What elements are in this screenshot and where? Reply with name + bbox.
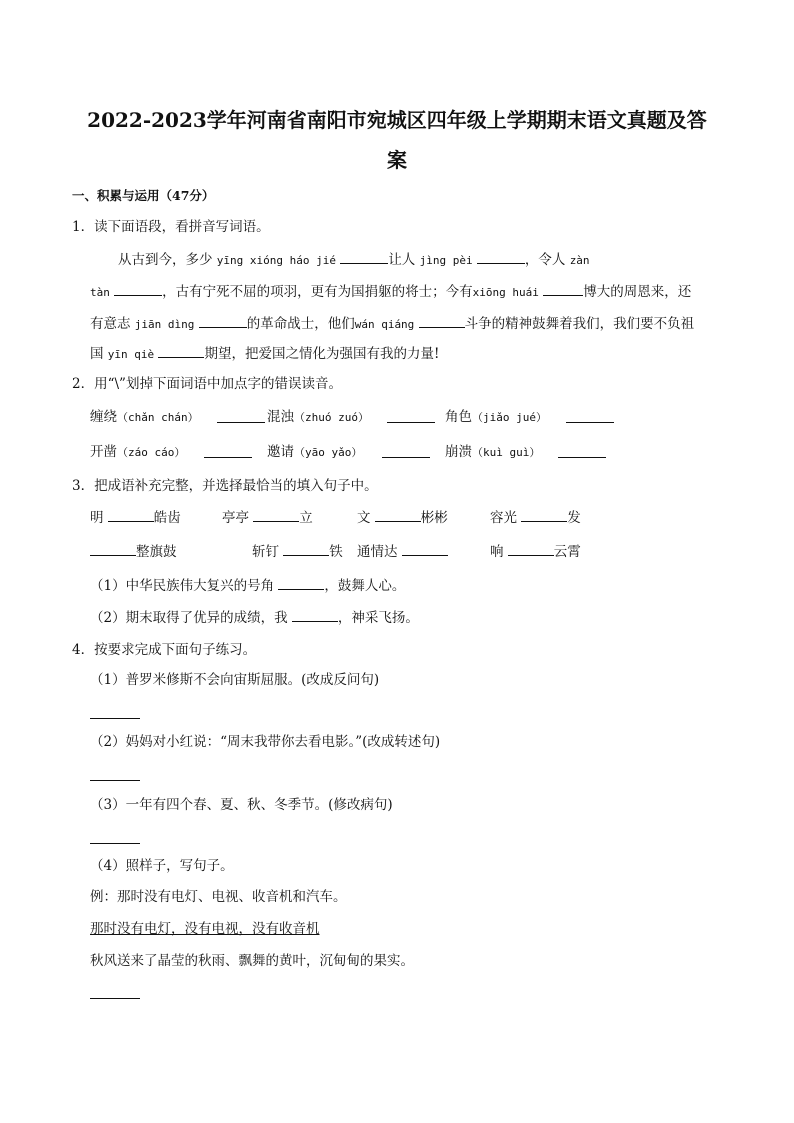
q3-sentence-1 — [90, 576, 405, 596]
q2-pinyin: （yāo yǎo） — [294, 446, 363, 459]
idiom-suffix: 皓齿 — [153, 510, 181, 526]
q1-pinyin: tàn — [90, 286, 110, 299]
q2-word: 开凿 — [90, 444, 117, 460]
q2-word: 角色 — [445, 409, 472, 425]
q1-line3 — [90, 314, 694, 335]
idiom-item — [357, 542, 448, 562]
q2-word: 混浊 — [267, 409, 294, 425]
q1-pinyin: yīn qiè — [107, 348, 155, 361]
idiom-prefix: 文 — [357, 510, 371, 526]
q1-heading: 1．读下面语段，看拼音写词语。 — [72, 219, 270, 235]
answer-line[interactable] — [90, 779, 140, 781]
q4-sub-1: （1）普罗米修斯不会向宙斯屈服。(改成反问句) — [90, 672, 380, 688]
q1-pinyin: wán qiáng — [354, 318, 415, 331]
idiom-item — [222, 508, 313, 528]
q4-sub-4-question: 秋风送来了晶莹的秋雨、飘舞的黄叶，沉甸甸的果实。 — [90, 953, 414, 969]
idiom-suffix: 彬彬 — [420, 510, 448, 526]
sentence-text: （1）中华民族伟大复兴的号角 — [90, 578, 275, 594]
idiom-prefix: 响 — [490, 544, 504, 560]
q2-heading: 2．用“\”划掉下面词语中加点字的错误读音。 — [72, 376, 342, 392]
q3-sentence-2 — [90, 608, 419, 628]
q3-heading: 3．把成语补充完整，并选择最恰当的填入句子中。 — [72, 478, 378, 494]
q4-example: 例：那时没有电灯、电视、收音机和汽车。 — [90, 889, 347, 905]
q1-text: 斗争的精神鼓舞着我们，我们要不负祖 — [464, 316, 695, 332]
q2-item — [445, 442, 540, 463]
page-title-line2: 案 — [387, 148, 407, 172]
idiom-prefix: 容光 — [490, 510, 517, 526]
page-title-line1: 2022-2023学年河南省南阳市宛城区四年级上学期期末语文真题及答 — [87, 108, 707, 132]
q2-pinyin: （zhuó zuó） — [294, 411, 369, 424]
q1-line2 — [90, 282, 691, 303]
q2-item — [267, 407, 369, 428]
answer-blank[interactable] — [382, 445, 430, 458]
answer-blank[interactable] — [114, 283, 162, 296]
idiom-suffix: 发 — [567, 510, 581, 526]
answer-blank[interactable] — [375, 509, 421, 522]
q2-item — [90, 442, 185, 463]
q1-text: 期望，把爱国之情化为强国有我的力量! — [204, 346, 440, 362]
q1-line1 — [118, 250, 590, 271]
answer-line[interactable] — [90, 842, 140, 844]
idiom-item — [90, 508, 181, 528]
q1-text: 博大的周恩来，还 — [583, 284, 692, 300]
q1-text: 的革命战士，他们 — [246, 316, 355, 332]
q2-word: 缠绕 — [90, 409, 117, 425]
q1-line4 — [90, 344, 439, 365]
answer-blank[interactable] — [558, 445, 606, 458]
q2-pinyin: （jiǎo jué） — [472, 411, 547, 424]
answer-blank[interactable] — [566, 410, 614, 423]
q1-text: 从古到今，多少 — [118, 252, 213, 268]
q4-sub-2: （2）妈妈对小红说：“周末我带你去看电影。”(改成转述句) — [90, 734, 441, 750]
answer-blank[interactable] — [204, 445, 252, 458]
idiom-prefix: 亭亭 — [222, 510, 249, 526]
answer-line[interactable] — [90, 997, 140, 999]
q2-item — [267, 442, 362, 463]
idiom-item — [490, 542, 581, 562]
q1-pinyin: zàn — [569, 254, 590, 267]
q2-pinyin: （chǎn chán） — [117, 411, 199, 424]
answer-line[interactable] — [90, 717, 140, 719]
q4-example-answer: 那时没有电灯，没有电视，没有收音机 — [90, 921, 320, 937]
q4-sub-4: （4）照样子，写句子。 — [90, 858, 234, 874]
idiom-suffix: 整旗鼓 — [136, 544, 177, 560]
answer-blank[interactable] — [108, 509, 154, 522]
idiom-prefix: 斩钉 — [252, 544, 279, 560]
answer-blank[interactable] — [158, 345, 204, 358]
q2-word: 邀请 — [267, 444, 294, 460]
q1-text: 国 — [90, 346, 104, 362]
idiom-suffix: 铁 — [329, 544, 343, 560]
q4-heading: 4．按要求完成下面句子练习。 — [72, 642, 257, 658]
q2-pinyin: （kuì guì） — [472, 446, 541, 459]
q4-sub-3: （3）一年有四个春、夏、秋、冬季节。(修改病句) — [90, 797, 393, 813]
q2-word: 崩溃 — [445, 444, 472, 460]
answer-blank[interactable] — [521, 509, 567, 522]
q1-text: ，古有宁死不屈的项羽，更有为国捐躯的将士；今有 — [162, 284, 473, 300]
answer-blank[interactable] — [477, 251, 525, 264]
q2-item — [90, 407, 199, 428]
answer-blank[interactable] — [199, 315, 247, 328]
idiom-item — [90, 542, 177, 562]
q2-item — [445, 407, 547, 428]
q1-text: ，令人 — [524, 252, 566, 268]
q1-pinyin: xiōng huái — [472, 286, 539, 299]
q2-pinyin: （záo cáo） — [117, 446, 186, 459]
idiom-suffix: 立 — [299, 510, 313, 526]
answer-blank[interactable] — [253, 509, 299, 522]
sentence-text: ，鼓舞人心。 — [324, 578, 406, 594]
answer-blank[interactable] — [90, 543, 136, 556]
idiom-item — [490, 508, 581, 528]
q1-pinyin: jìng pèi — [419, 254, 473, 267]
answer-blank[interactable] — [292, 609, 338, 622]
idiom-suffix: 云霄 — [553, 544, 581, 560]
answer-blank[interactable] — [508, 543, 554, 556]
answer-blank[interactable] — [340, 251, 388, 264]
idiom-prefix: 明 — [90, 510, 104, 526]
q1-text: 有意志 — [90, 316, 131, 332]
idiom-item — [357, 508, 448, 528]
answer-blank[interactable] — [283, 543, 329, 556]
sentence-text: ，神采飞扬。 — [337, 610, 419, 626]
answer-blank[interactable] — [217, 410, 265, 423]
answer-blank[interactable] — [419, 315, 465, 328]
answer-blank[interactable] — [278, 577, 324, 590]
idiom-prefix: 通情达 — [357, 544, 398, 560]
section-heading: 一、积累与运用（47分） — [72, 188, 215, 203]
q1-text: 让人 — [388, 252, 416, 268]
answer-blank[interactable] — [543, 283, 583, 296]
answer-blank[interactable] — [387, 410, 435, 423]
idiom-item — [252, 542, 343, 562]
q1-pinyin: jiān dìng — [134, 318, 195, 331]
q1-pinyin: yīng xióng háo jié — [216, 254, 337, 267]
answer-blank[interactable] — [402, 543, 448, 556]
sentence-text: （2）期末取得了优异的成绩，我 — [90, 610, 288, 626]
